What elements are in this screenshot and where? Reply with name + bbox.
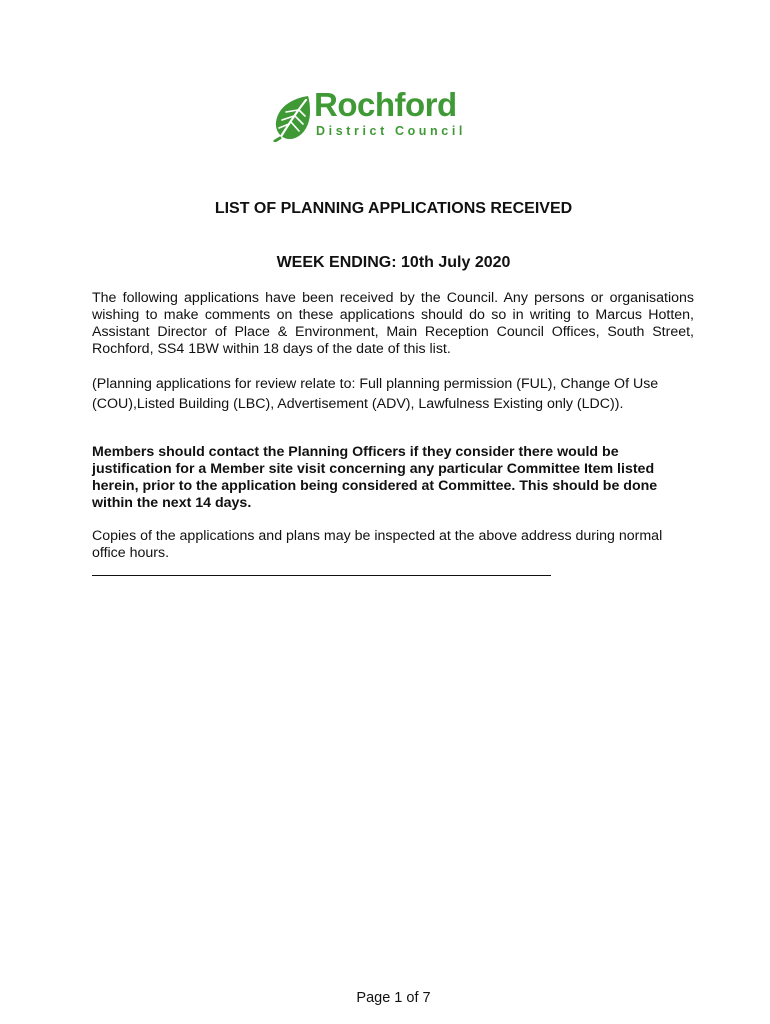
council-logo bbox=[272, 86, 492, 144]
copies-paragraph: Copies of the applications and plans may be inspected at the above address during normal office hours. bbox=[92, 528, 663, 561]
divider-line bbox=[92, 575, 551, 576]
logo-name: Rochford bbox=[314, 86, 457, 123]
leaf-icon bbox=[272, 94, 314, 142]
members-notice-paragraph: Members should contact the Planning Officers if they consider there would be justification for a Member site visit concerning any particular Committee Item listed herein, prior to the application being considered at Committee. This should be done within the next 14 days. bbox=[92, 444, 658, 511]
document-title: LIST OF PLANNING APPLICATIONS RECEIVED bbox=[214, 200, 573, 217]
week-ending-heading: WEEK ENDING: 10th July 2020 bbox=[276, 254, 511, 271]
logo-subtitle: District Council bbox=[316, 124, 466, 138]
intro-paragraph: The following applications have been received by the Council. Any persons or organisations wishing to make comments on these applications should do so in writing to Marcus Hotten, Assistant Director of Place & Environment, Main Reception Council Offices, South Street, Rochford, SS4 1BW within 18 days of the date of this list. bbox=[92, 290, 694, 357]
application-types-paragraph: (Planning applications for review relate to: Full planning permission (FUL), Change Of Use (COU),Listed Building (LBC), Advertisement (ADV), Lawfulness Existing only (LDC)). bbox=[92, 376, 659, 412]
page-number: Page 1 of 7 bbox=[356, 990, 431, 1006]
